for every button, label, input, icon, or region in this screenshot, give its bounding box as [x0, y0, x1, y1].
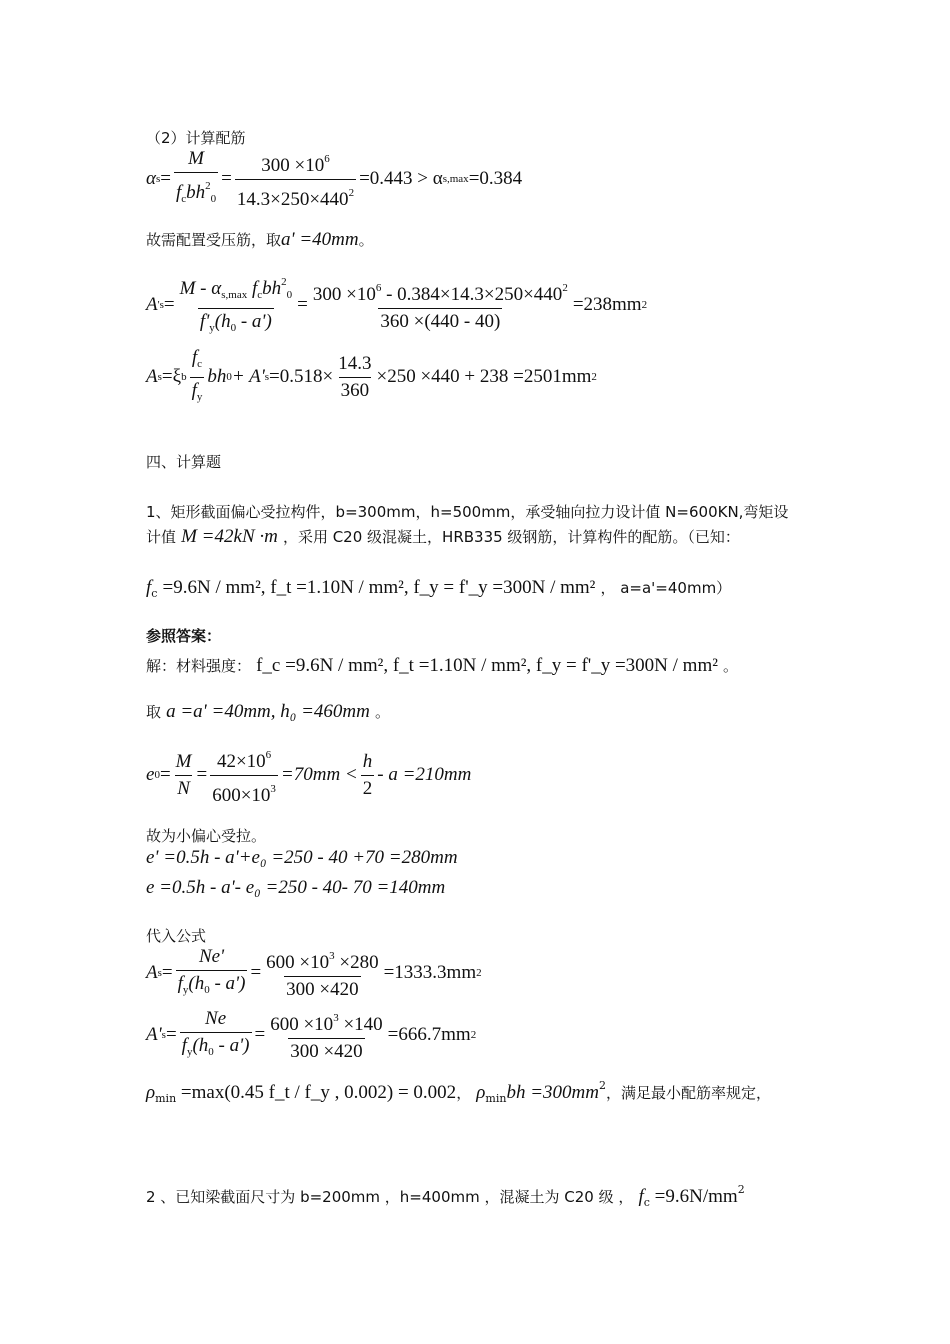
fraction: $\frac{M - \alpha_{s,max} f_cbh^2_0}{f'_y(h_0 - a')}$	[178, 271, 295, 339]
solution-take-a: 取 a =a' =40mm, h₀ =460mm 。	[146, 701, 390, 722]
fraction: $\frac{M}{f_cbh^2_0}$	[174, 148, 218, 210]
substitute-text: 代入公式	[146, 927, 207, 945]
equation-As-prime: A ' s = $\frac{M - \alpha_{s,max} f_cbh^2_0}{f'_y(h_0 - a')}$ = $\frac{300 \times 10^6 - 0.384\times 14.3\times 250\times 440^2}{360 \times(440 - 40)}$ =238mm 2	[146, 278, 647, 332]
equation-alpha-s: α s = $\frac{M}{f_cbh^2_0}$ = $\frac{300 \times 10^6}{14.3\times 250\times 440^2}$ =0.443 > α s,max =0.384	[146, 148, 523, 210]
fraction: $\frac{Ne'}{f_y(h_0 - a')}$	[176, 946, 248, 1001]
fraction: $\frac{42\times 10^6}{600\times 10^3}$	[212, 748, 276, 806]
fraction: $\frac{h}{2}$	[362, 750, 373, 799]
question-1-line-1: 1、矩形截面偏心受拉构件，b=300mm，h=500mm，承受轴向拉力设计值 N=600KN,弯矩设	[146, 503, 789, 521]
answer-title: 参照答案：	[146, 627, 222, 645]
fraction: $\frac{f_c}{f_y}$	[190, 347, 205, 408]
fraction: $\frac{14.3}{360}$	[338, 352, 372, 401]
equation-As-prime-result: A' s = $\frac{Ne}{f_y(h_0 - a')}$ = $\frac{600 \times 10^3 \times 140}{300 \times 420}$ =666.7mm 2	[146, 1007, 477, 1062]
equation-e0: e 0 = $\frac{M}{N}$ = $\frac{42\times 10^6}{600\times 10^3}$ =70mm < $\frac{h}{2}$ - a =210mm	[146, 748, 471, 802]
fraction: $\frac{M}{N}$	[175, 750, 192, 799]
equation-e-prime: e' =0.5h - a'+e₀ =250 - 40 +70 =280mm	[146, 847, 458, 868]
section-4-title: 四、计算题	[146, 453, 222, 471]
fraction: $\frac{600 \times 10^3 \times 280}{300 \times 420}$	[266, 950, 379, 1000]
equation-As: A s =ξ b $\frac{f_c}{f_y}$ bh 0 + A' s =0.518× $\frac{14.3}{360}$ ×250 ×440 + 238 =2501mm 2	[146, 350, 597, 404]
fraction: $\frac{Ne}{f_y(h_0 - a')}$	[180, 1008, 252, 1063]
small-eccentric-text: 故为小偏心受拉。	[146, 827, 267, 845]
compression-text: 故需配置受压筋，取a' =40mm。	[146, 229, 374, 250]
fraction: $\frac{300 \times 10^6 - 0.384\times 14.3\times 250\times 440^2}{360 \times(440 - 40)}$	[312, 282, 568, 332]
rho-min-check: $\rho_{min} =\max(0.45$ f_t / f_y , 0.002) = 0.002， $\rho_{min}bh =300mm^2$，满足最小配筋率规定，	[146, 1079, 771, 1105]
question-1-line-2: 计值 M =42kN ·m ，采用 C20 级混凝土，HRB335 级钢筋，计算构件的配筋。（已知：	[146, 526, 740, 547]
solution-material-strength: 解：材料强度： f_c =9.6N / mm², f_t =1.10N / mm², f_y = f'_y =300N / mm² 。	[146, 655, 739, 676]
section-2-title: （2）计算配筋	[146, 129, 246, 147]
question-2: 2 、已知梁截面尺寸为 b=200mm ，h=400mm ，混凝土为 C20 级 ， $f_c =9.6N/mm^2$	[146, 1183, 745, 1209]
question-1-given: $f_c =9.6N / mm^2$, f_t =1.10N / mm², f_y = f'_y =300N / mm² ， a=a'=40mm）	[146, 577, 732, 600]
equation-As-result: A s = $\frac{Ne'}{f_y(h_0 - a')}$ = $\frac{600 \times 10^3 \times 280}{300 \times 420}$ =1333.3mm 2	[146, 945, 482, 1000]
equation-e: e =0.5h - a'- e₀ =250 - 40- 70 =140mm	[146, 877, 446, 898]
fraction: $\frac{600 \times 10^3 \times 140}{300 \times 420}$	[270, 1012, 383, 1062]
fraction: $\frac{300 \times 10^6}{14.3\times 250\times 440^2}$	[236, 152, 355, 210]
